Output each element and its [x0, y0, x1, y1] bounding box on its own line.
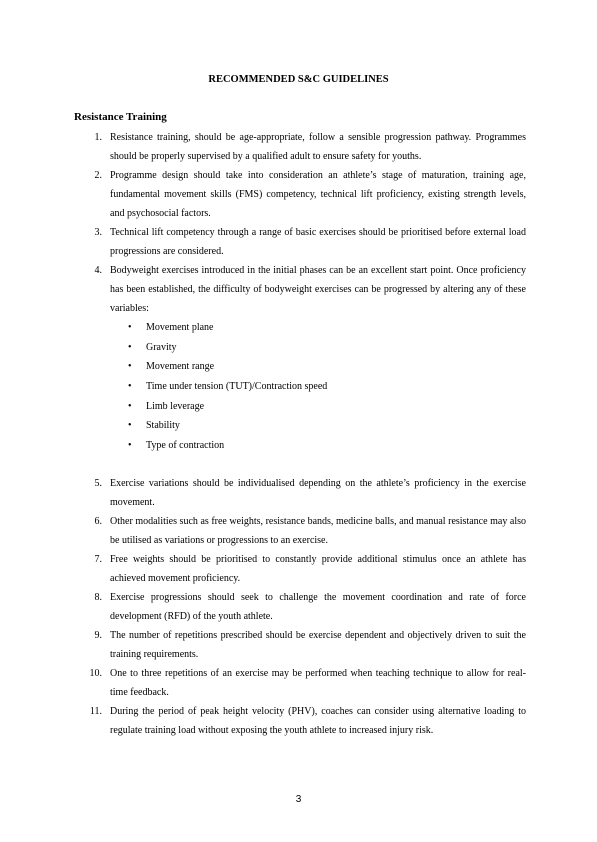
variable-list-item: [0, 416, 597, 435]
list-item-text: Technical lift competency through a range of basic exercises should be prioritised before external load progressions are considered.: [110, 227, 526, 257]
list-item-text: Resistance training, should be age-appropriate, follow a sensible progression pathway. Programmes should be properly supervised by a qualified adult to ensure safety for youths.: [110, 132, 526, 162]
list-item-number: 9.: [94, 630, 102, 641]
variable-label: Stability: [146, 420, 180, 431]
list-item-text: During the period of peak height velocity (PHV), coaches can consider using alternative loading to regulate training load without exposing the youth athlete to increased injury risk.: [110, 706, 526, 736]
list-item-text: Programme design should take into consideration an athlete’s stage of maturation, training age, fundamental movement skills (FMS) competency, technical lift proficiency, existing strength levels, and psychosocial factors.: [110, 170, 526, 219]
bullet-icon: •: [128, 420, 132, 431]
list-item-text: Exercise variations should be individualised depending on the athlete’s proficiency in the exercise movement.: [110, 478, 526, 508]
list-item-number: 1.: [94, 132, 102, 143]
variable-label: Limb leverage: [146, 401, 205, 412]
list-item-text: Bodyweight exercises introduced in the initial phases can be an excellent start point. Once proficiency has been established, the difficulty of bodyweight exercises can be progressed by altering any of these variables:: [110, 265, 526, 314]
variable-list-item: [0, 377, 597, 396]
variable-label: Movement plane: [146, 322, 214, 333]
list-item-number: 11.: [89, 706, 102, 717]
variable-list-item: [0, 397, 597, 416]
list-item-number: 5.: [94, 478, 102, 489]
list-item-number: 8.: [94, 592, 102, 603]
variable-list-item: [0, 436, 597, 455]
bullet-icon: •: [128, 401, 132, 412]
variable-label: Type of contraction: [146, 440, 225, 451]
variable-list-item: [0, 357, 597, 376]
list-item-number: 3.: [94, 227, 102, 238]
variable-list-item: [0, 338, 597, 357]
variable-list-item: [0, 318, 597, 337]
section-heading: Resistance Training: [74, 111, 167, 123]
list-item-number: 7.: [94, 554, 102, 565]
list-item-text: The number of repetitions prescribed should be exercise dependent and objectively driven to suit the training requirements.: [110, 630, 526, 660]
bullet-icon: •: [128, 361, 132, 372]
list-item-text: Free weights should be prioritised to constantly provide additional stimulus once an athlete has achieved movement proficiency.: [110, 554, 526, 584]
list-item-text: One to three repetitions of an exercise may be performed when teaching technique to allow for real-time feedback.: [110, 668, 526, 698]
bullet-icon: •: [128, 440, 132, 451]
list-item-text: Exercise progressions should seek to challenge the movement coordination and rate of force development (RFD) of the youth athlete.: [110, 592, 526, 622]
list-item-text: Other modalities such as free weights, resistance bands, medicine balls, and manual resistance may also be utilised as variations or progressions to an exercise.: [110, 516, 526, 546]
list-item-number: 2.: [94, 170, 102, 181]
document-title: RECOMMENDED S&C GUIDELINES: [208, 74, 389, 85]
variable-label: Gravity: [146, 342, 177, 353]
bullet-icon: •: [128, 322, 132, 333]
page-number: 3: [295, 794, 302, 805]
list-item-number: 10.: [89, 668, 102, 679]
list-item-number: 4.: [94, 265, 102, 276]
bullet-icon: •: [128, 342, 132, 353]
list-item-number: 6.: [94, 516, 102, 527]
bullet-icon: •: [128, 381, 132, 392]
variable-label: Movement range: [146, 361, 215, 372]
variable-label: Time under tension (TUT)/Contraction speed: [146, 381, 328, 392]
